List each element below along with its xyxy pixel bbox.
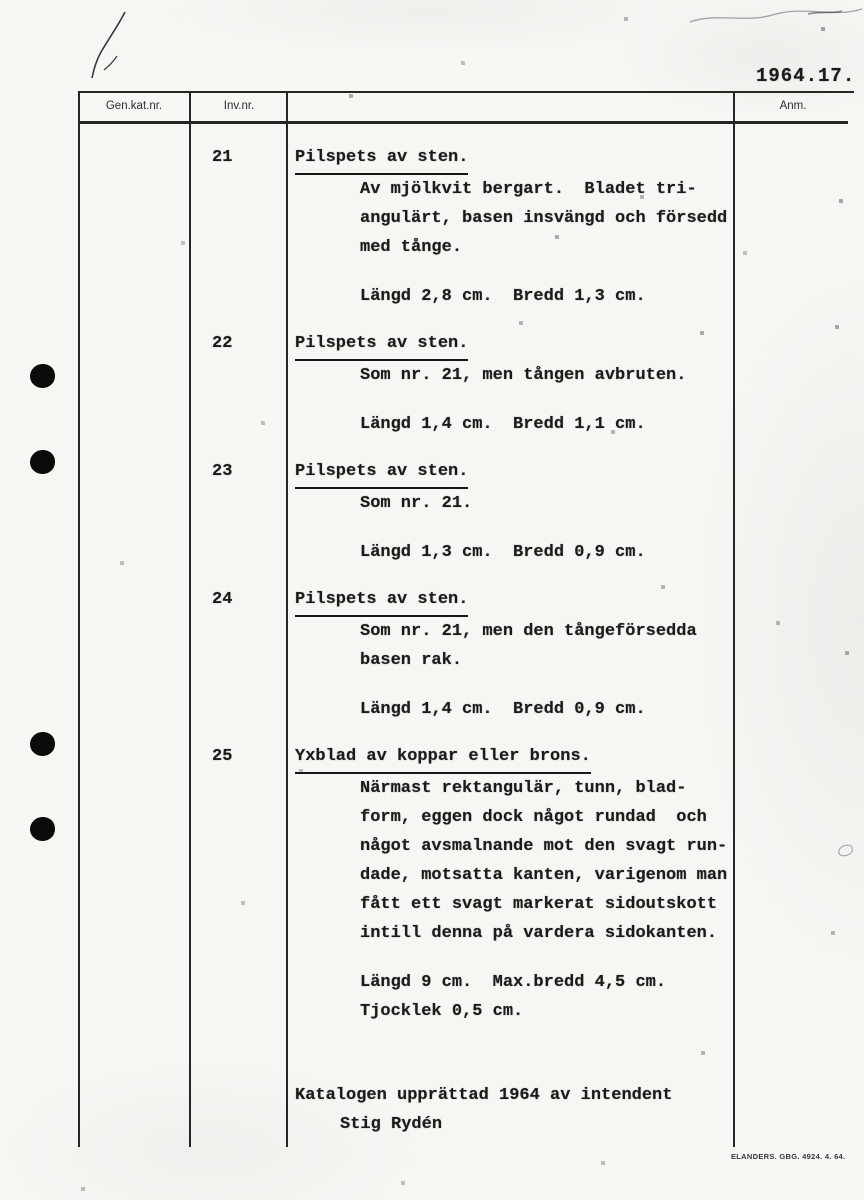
entry-description: [360, 175, 855, 262]
description-line: något avsmalnande mot den svagt run-: [360, 837, 728, 856]
entry-heading: Pilspets av sten.: [295, 329, 468, 361]
description-line: Av mjölkvit bergart. Bladet tri-: [360, 180, 697, 199]
entry-measurements: [360, 968, 855, 1026]
pen-scribble-icon: [688, 2, 864, 30]
column-header-anm: Anm.: [779, 100, 807, 112]
description-line: intill denna på vardera sidokanten.: [360, 924, 718, 943]
printer-mark: ELANDERS. GBG. 4924. 4. 64.: [731, 1152, 846, 1161]
entry-measurements: [360, 695, 855, 724]
description-line: angulärt, basen insvängd och försedd: [360, 209, 728, 228]
entry-description: [360, 361, 855, 390]
footer-line-1: Katalogen upprättad 1964 av intendent: [295, 1086, 673, 1105]
description-line: dade, motsatta kanten, varigenom man: [360, 866, 728, 885]
catalog-footer: [190, 1081, 855, 1139]
description-line: Som nr. 21, men den tångeförsedda: [360, 622, 697, 641]
inv-nr: 23: [212, 462, 233, 481]
entry-heading: Yxblad av koppar eller brons.: [295, 742, 591, 774]
entry-heading: Pilspets av sten.: [295, 143, 468, 175]
column-header-gen-kat-nr: Gen.kat.nr.: [105, 100, 163, 112]
measurement-line: Längd 2,8 cm. Bredd 1,3 cm.: [360, 287, 646, 306]
description-line: fått ett svagt markerat sidoutskott: [360, 895, 718, 914]
entry-description: [360, 489, 855, 518]
table-border-left: [78, 91, 80, 1147]
hole-punch: [30, 732, 55, 756]
table-border-top: [78, 91, 854, 93]
catalog-entry: [190, 585, 855, 724]
page-number: 1964.17.: [756, 65, 856, 87]
hole-punch: [30, 450, 55, 474]
entries-container: [190, 143, 855, 1026]
hole-punch: [30, 364, 55, 388]
description-line: Som nr. 21, men tången avbruten.: [360, 366, 687, 385]
pen-squiggle-icon: [85, 8, 145, 86]
catalog-entry: [190, 742, 855, 1026]
catalog-entry: [190, 457, 855, 567]
description-line: Närmast rektangulär, tunn, blad-: [360, 779, 687, 798]
entry-description: [360, 617, 855, 675]
entry-description: [360, 774, 855, 948]
measurement-line: Tjocklek 0,5 cm.: [360, 1002, 524, 1021]
catalog-entry: [190, 143, 855, 311]
catalog-entry: [190, 329, 855, 439]
scan-specks: [0, 0, 2, 2]
description-line: Som nr. 21.: [360, 494, 473, 513]
inv-nr: 25: [212, 747, 233, 766]
measurement-line: Längd 9 cm. Max.bredd 4,5 cm.: [360, 973, 667, 992]
measurement-line: Längd 1,4 cm. Bredd 1,1 cm.: [360, 415, 646, 434]
description-line: form, eggen dock något rundad och: [360, 808, 707, 827]
measurement-line: Längd 1,3 cm. Bredd 0,9 cm.: [360, 543, 646, 562]
hole-punch: [30, 817, 55, 841]
inv-nr: 24: [212, 590, 233, 609]
table-body: [190, 143, 855, 1139]
description-line: basen rak.: [360, 651, 463, 670]
entry-measurements: [360, 410, 855, 439]
entry-measurements: [360, 282, 855, 311]
inv-nr: 22: [212, 334, 233, 353]
entry-heading: Pilspets av sten.: [295, 457, 468, 489]
measurement-line: Längd 1,4 cm. Bredd 0,9 cm.: [360, 700, 646, 719]
footer-line-2: Stig Rydén: [340, 1115, 443, 1134]
entry-measurements: [360, 538, 855, 567]
inv-nr: 21: [212, 148, 233, 167]
description-line: med tånge.: [360, 238, 463, 257]
column-header-inv-nr: Inv.nr.: [223, 100, 255, 112]
entry-heading: Pilspets av sten.: [295, 585, 468, 617]
